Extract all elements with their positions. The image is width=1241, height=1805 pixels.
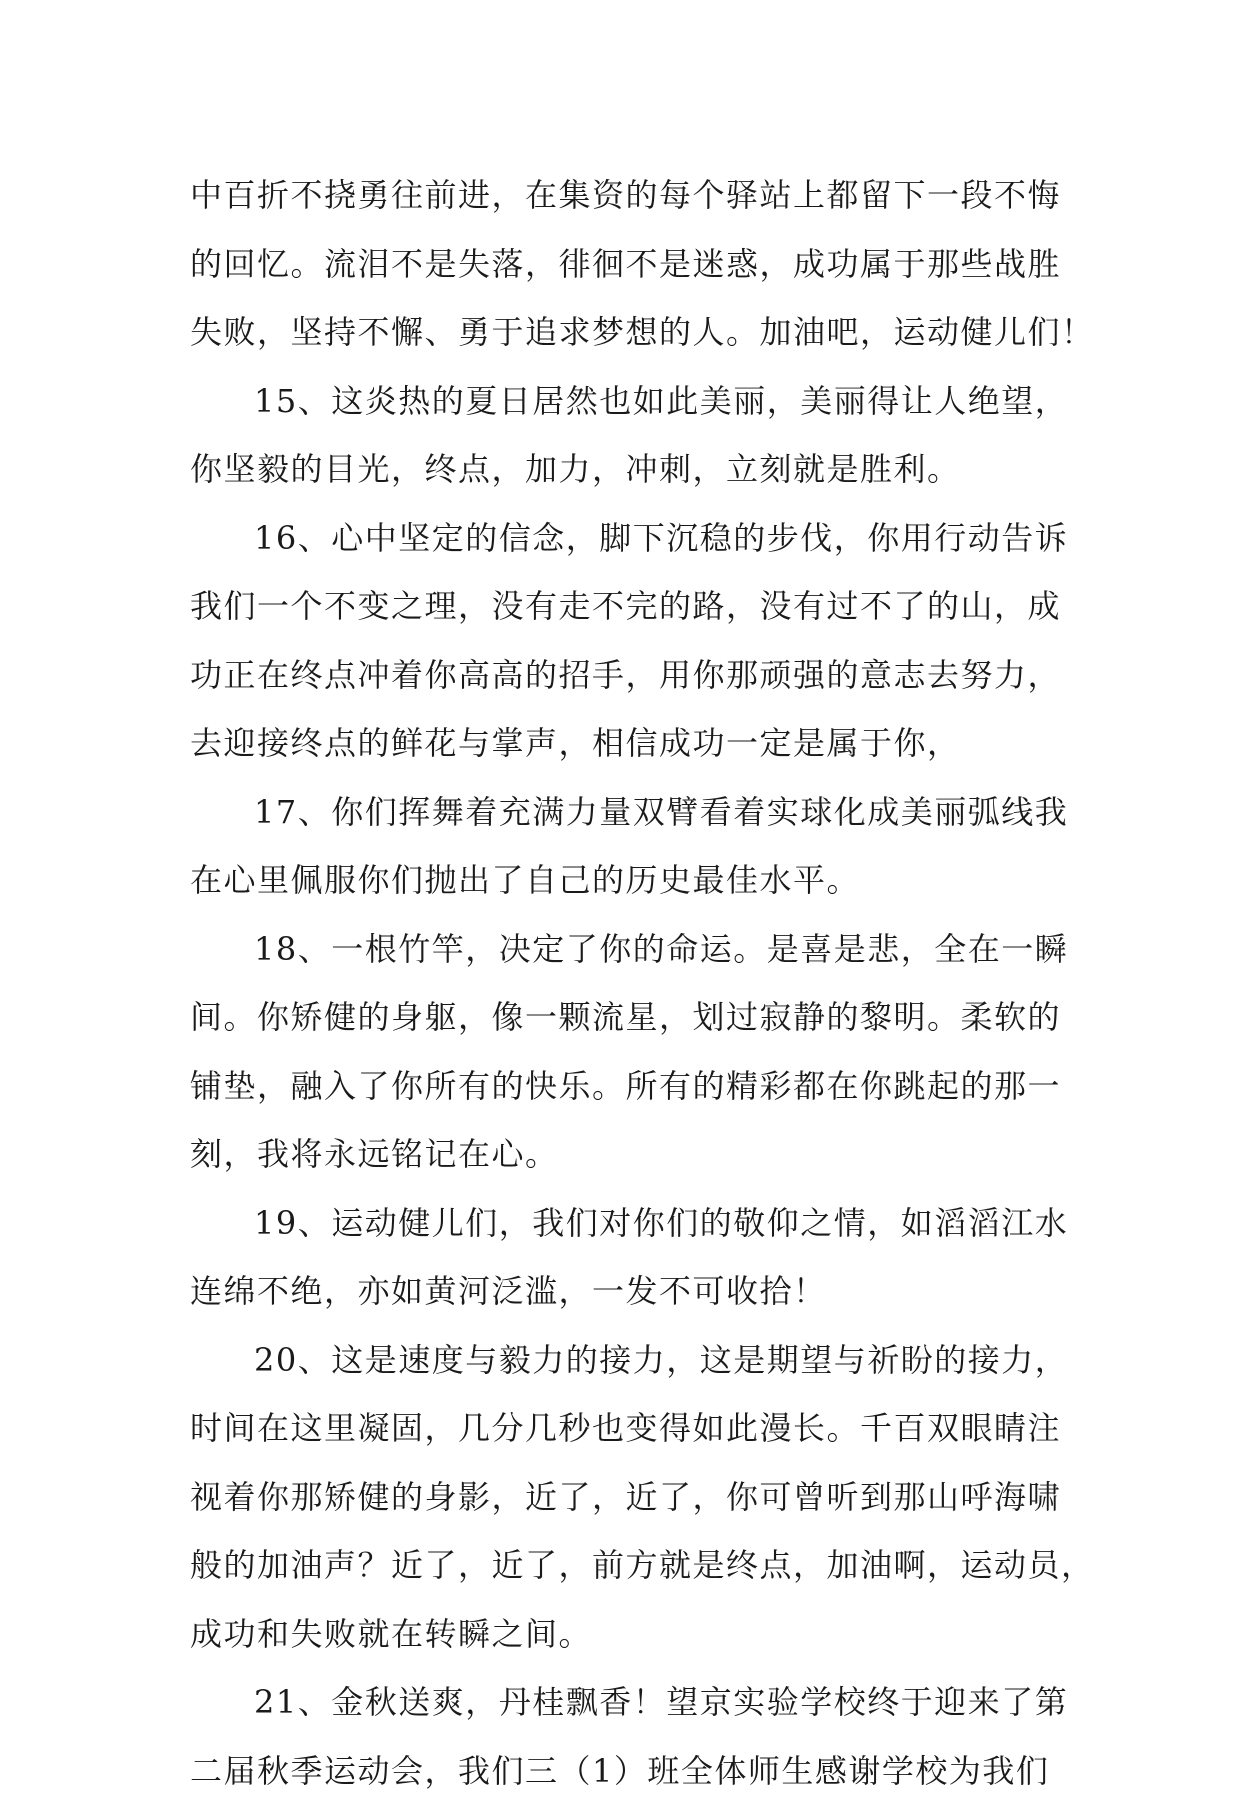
text-line: 中百折不挠勇往前进，在集资的每个驿站上都留下一段不悔 (190, 161, 1070, 230)
paragraph-16-start: 16、心中坚定的信念，脚下沉稳的步伐，你用行动告诉 (190, 504, 1070, 573)
text-line: 的回忆。流泪不是失落，徘徊不是迷惑，成功属于那些战胜 (190, 230, 1070, 299)
text-line: 间。你矫健的身躯，像一颗流星，划过寂静的黎明。柔软的 (190, 983, 1070, 1052)
text-line: 视着你那矫健的身影，近了，近了，你可曾听到那山呼海啸 (190, 1463, 1070, 1532)
text-line: 连绵不绝，亦如黄河泛滥，一发不可收拾！ (190, 1257, 1070, 1326)
text-line: 二届秋季运动会，我们三（1）班全体师生感谢学校为我们 (190, 1737, 1070, 1805)
text-line: 时间在这里凝固，几分几秒也变得如此漫长。千百双眼睛注 (190, 1394, 1070, 1463)
paragraph-18-start: 18、一根竹竿，决定了你的命运。是喜是悲，全在一瞬 (190, 915, 1070, 984)
text-line: 失败，坚持不懈、勇于追求梦想的人。加油吧，运动健儿们！ (190, 298, 1070, 367)
paragraph-19-start: 19、运动健儿们，我们对你们的敬仰之情，如滔滔江水 (190, 1189, 1070, 1258)
text-line: 般的加油声？近了，近了，前方就是终点，加油啊，运动员， (190, 1531, 1070, 1600)
text-line: 刻，我将永远铭记在心。 (190, 1120, 1070, 1189)
paragraph-21-start: 21、金秋送爽，丹桂飘香！望京实验学校终于迎来了第 (190, 1668, 1070, 1737)
text-line: 铺垫，融入了你所有的快乐。所有的精彩都在你跳起的那一 (190, 1052, 1070, 1121)
text-line: 我们一个不变之理，没有走不完的路，没有过不了的山，成 (190, 572, 1070, 641)
paragraph-17-start: 17、你们挥舞着充满力量双臂看着实球化成美丽弧线我 (190, 778, 1070, 847)
paragraph-15-start: 15、这炎热的夏日居然也如此美丽，美丽得让人绝望， (190, 367, 1070, 436)
text-line: 功正在终点冲着你高高的招手，用你那顽强的意志去努力， (190, 641, 1070, 710)
text-line: 在心里佩服你们抛出了自己的历史最佳水平。 (190, 846, 1070, 915)
body-text (190, 161, 1070, 1805)
text-line: 去迎接终点的鲜花与掌声，相信成功一定是属于你， (190, 709, 1070, 778)
text-line: 成功和失败就在转瞬之间。 (190, 1600, 1070, 1669)
paragraph-20-start: 20、这是速度与毅力的接力，这是期望与祈盼的接力， (190, 1326, 1070, 1395)
text-line: 你坚毅的目光，终点，加力，冲刺，立刻就是胜利。 (190, 435, 1070, 504)
